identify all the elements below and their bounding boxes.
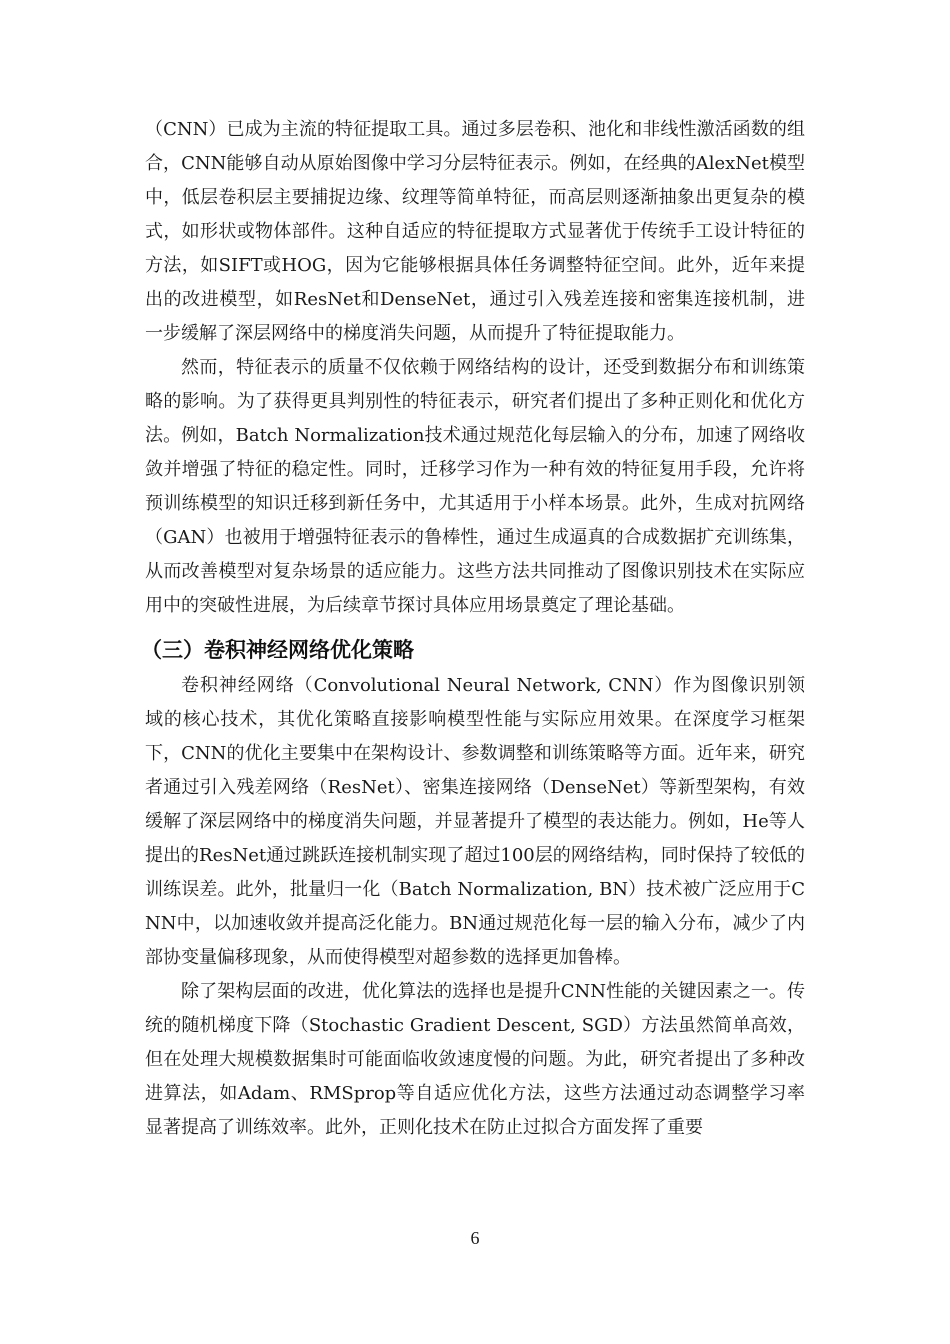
paragraph-cnn-optimization-architecture: 卷积神经网络（Convolutional Neural Network, CNN）作为图像识别领域的核心技术，其优化策略直接影响模型性能与实际应用效果。在深度学习框架下，CNN的优化主要集中在架构设计、参数调整和训练策略等方面。近年来，研究者通过引入残差网络（ResNet）、密集连接网络（DenseNet）等新型架构，有效缓解了深层网络中的梯度消失问题，并显著提升了模型的表达能力。例如，He等人提出的ResNet通过跳跃连接机制实现了超过100层的网络结构，同时保持了较低的训练误差。此外，批量归一化（Batch Normalization, BN）技术被广泛应用于CNN中，以加速收敛并提高泛化能力。BN通过规范化每一层的输入分布，减少了内部协变量偏移现象，从而使得模型对超参数的选择更加鲁棒。	[145, 675, 805, 968]
paragraph-optimization-algorithms: 除了架构层面的改进，优化算法的选择也是提升CNN性能的关键因素之一。传统的随机梯度下降（Stochastic Gradient Descent, SGD）方法虽然简单高效，但在处理大规模数据集时可能面临收敛速度慢的问题。为此，研究者提出了多种改进算法，如Adam、RMSprop等自适应优化方法，这些方法通过动态调整学习率显著提高了训练效率。此外，正则化技术在防止过拟合方面发挥了重要	[145, 981, 805, 1138]
page-body	[141, 113, 805, 1145]
paragraph-feature-representation-quality: 然而，特征表示的质量不仅依赖于网络结构的设计，还受到数据分布和训练策略的影响。为了获得更具判别性的特征表示，研究者们提出了多种正则化和优化方法。例如，Batch Normalization技术通过规范化每层输入的分布，加速了网络收敛并增强了特征的稳定性。同时，迁移学习作为一种有效的特征复用手段，允许将预训练模型的知识迁移到新任务中，尤其适用于小样本场景。此外，生成对抗网络（GAN）也被用于增强特征表示的鲁棒性，通过生成逼真的合成数据扩充训练集，从而改善模型对复杂场景的适应能力。这些方法共同推动了图像识别技术在实际应用中的突破性进展，为后续章节探讨具体应用场景奠定了理论基础。	[145, 357, 805, 616]
section-heading: （三）卷积神经网络优化策略	[141, 638, 414, 662]
page-number: 6	[470, 1228, 480, 1248]
paragraph-cnn-feature-extraction: （CNN）已成为主流的特征提取工具。通过多层卷积、池化和非线性激活函数的组合，CNN能够自动从原始图像中学习分层特征表示。例如，在经典的AlexNet模型中，低层卷积层主要捕捉边缘、纹理等简单特征，而高层则逐渐抽象出更复杂的模式，如形状或物体部件。这种自适应的特征提取方式显著优于传统手工设计特征的方法，如SIFT或HOG，因为它能够根据具体任务调整特征空间。此外，近年来提出的改进模型，如ResNet和DenseNet，通过引入残差连接和密集连接机制，进一步缓解了深层网络中的梯度消失问题，从而提升了特征提取能力。	[145, 119, 805, 344]
